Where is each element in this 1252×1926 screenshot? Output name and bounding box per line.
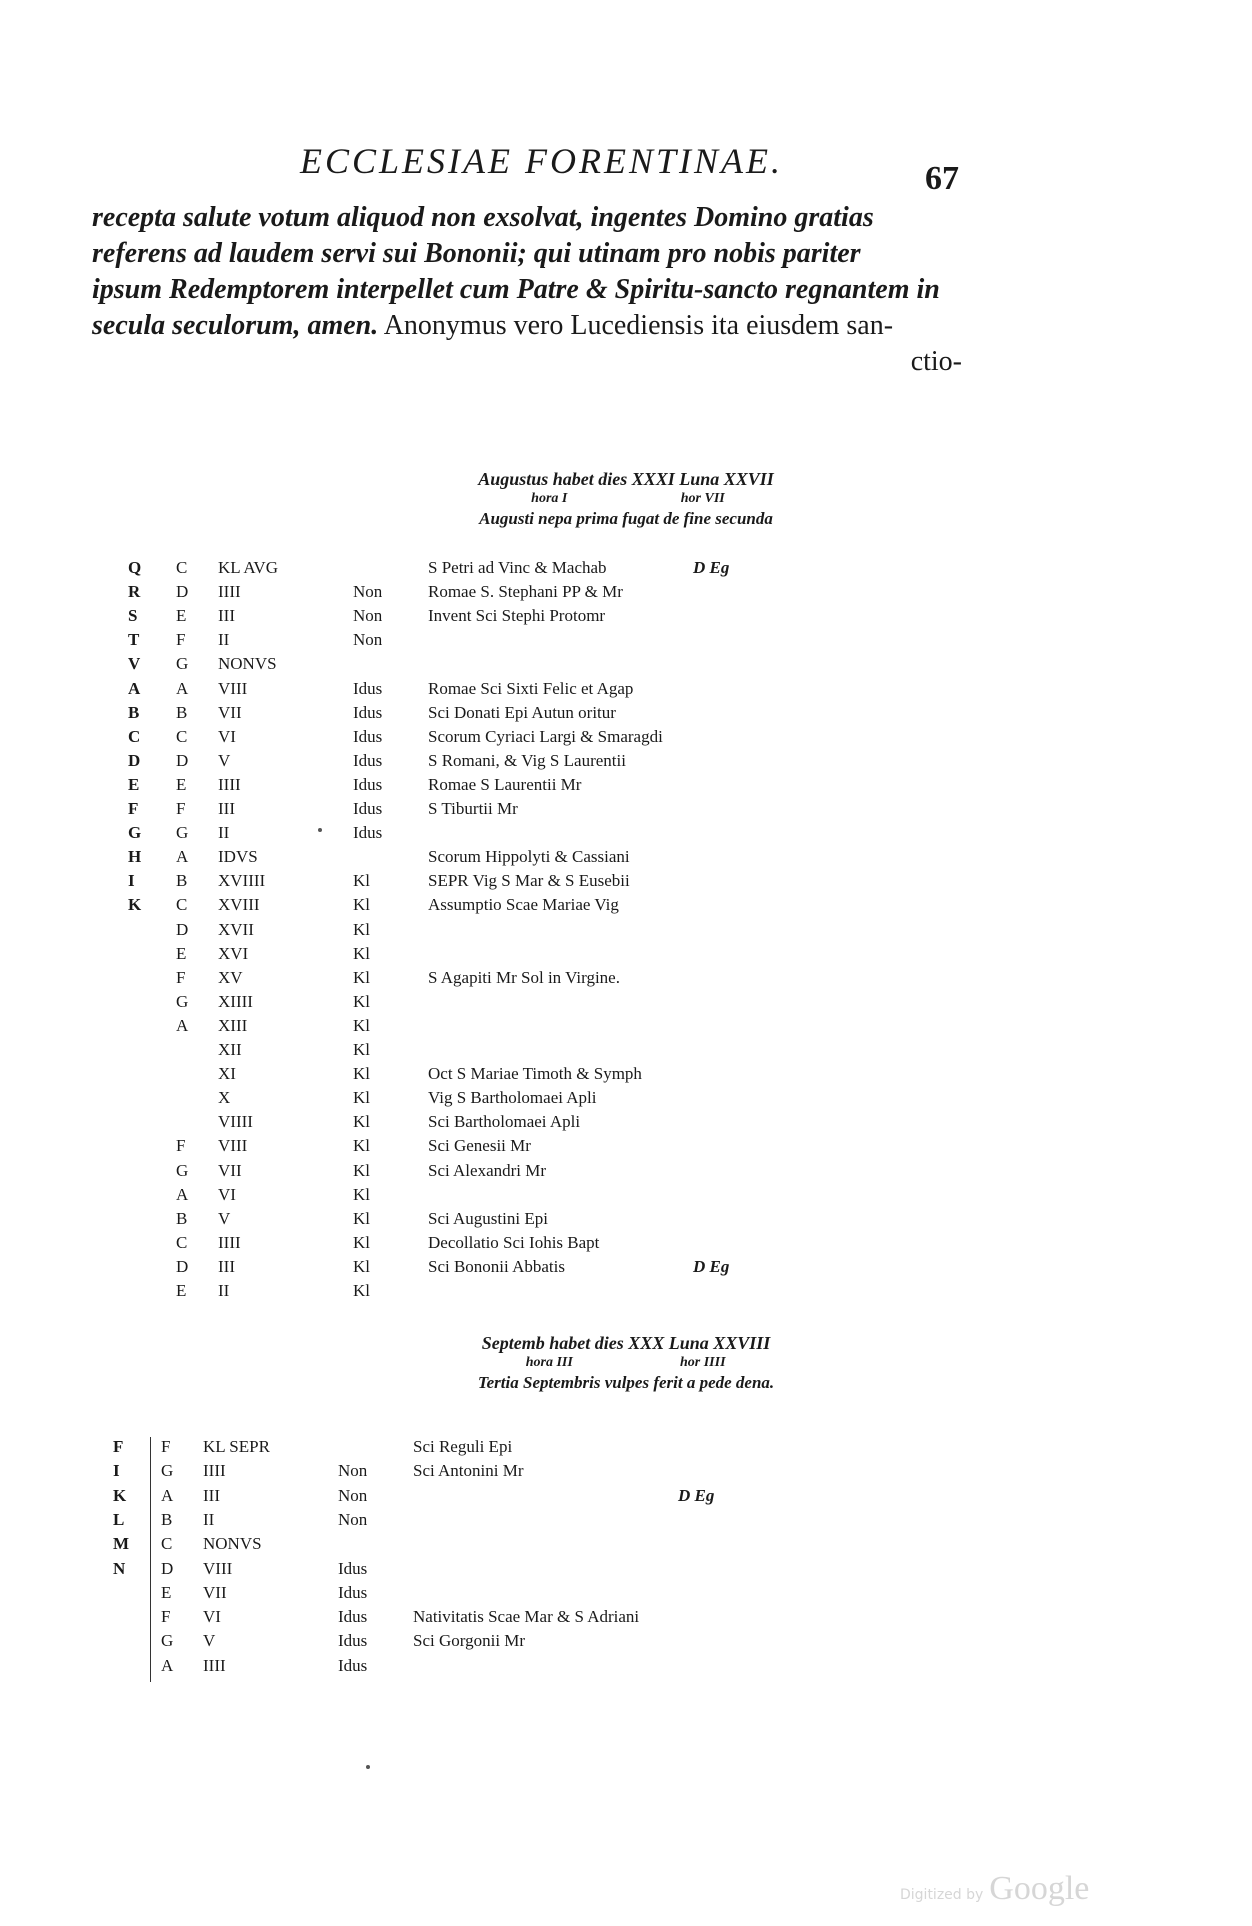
- feast-entry: Romae Sci Sixti Felic et Agap: [428, 678, 634, 698]
- running-head: ECCLESIAE FORENTINAE.: [300, 141, 783, 181]
- reckoning-term: Idus: [338, 1558, 368, 1578]
- feast-entry: S Romani, & Vig S Laurentii: [428, 750, 626, 770]
- ferial-letter: A: [161, 1485, 174, 1505]
- calendar-row: [128, 1136, 928, 1160]
- feast-entry: Oct S Mariae Timoth & Symph: [428, 1064, 642, 1084]
- roman-day-count: II: [218, 823, 230, 843]
- calendar-row: [113, 1461, 913, 1485]
- calendar-row: [128, 847, 928, 871]
- roman-day-count: VI: [203, 1607, 221, 1627]
- dominical-letter: H: [128, 847, 142, 867]
- prose-italic-fragment: secula seculorum, amen.: [92, 310, 379, 341]
- reckoning-term: Idus: [353, 823, 383, 843]
- reckoning-term: Idus: [353, 799, 383, 818]
- calendar-row: [128, 775, 928, 799]
- calendar-row: [128, 799, 928, 823]
- ferial-letter: F: [176, 1136, 186, 1156]
- calendar-row: [128, 679, 928, 703]
- calendar-row: [113, 1631, 913, 1655]
- ferial-letter: C: [161, 1534, 173, 1554]
- reckoning-term: Kl: [353, 1208, 370, 1228]
- feast-entry: Scorum Cyriaci Largi & Smaragdi: [428, 726, 663, 746]
- september-hora-left: hora III: [525, 1355, 573, 1370]
- roman-day-count: III: [218, 799, 235, 818]
- feast-entry: Romae S. Stephani PP & Mr: [428, 582, 623, 602]
- calendar-row: [128, 654, 928, 678]
- roman-day-count: V: [218, 750, 231, 770]
- ferial-letter: A: [176, 1184, 189, 1204]
- roman-day-count: IIII: [203, 1461, 226, 1481]
- september-heading: [0, 1332, 1252, 1394]
- ferial-letter: C: [176, 558, 188, 577]
- reckoning-term: Kl: [353, 1160, 370, 1180]
- ferial-letter: E: [176, 606, 187, 626]
- dominical-letter: L: [113, 1509, 125, 1529]
- calendar-row: [128, 1233, 928, 1257]
- dominical-letter: K: [113, 1485, 127, 1505]
- august-heading: [0, 468, 1252, 530]
- feast-entry: Sci Bartholomaei Apli: [428, 1112, 581, 1132]
- roman-day-count: VII: [203, 1582, 227, 1602]
- calendar-row: [128, 1185, 928, 1209]
- dominical-letter: K: [128, 895, 142, 915]
- september-epigraph: Tertia Septembris vulpes ferit a pede dena.: [477, 1373, 775, 1392]
- ferial-letter: F: [161, 1607, 171, 1627]
- roman-day-count: IIII: [218, 1232, 241, 1252]
- reckoning-term: Kl: [353, 1015, 370, 1035]
- roman-day-count: VI: [218, 1184, 236, 1204]
- reckoning-term: Non: [353, 582, 383, 602]
- feast-entry: Sci Alexandri Mr: [428, 1160, 547, 1180]
- ferial-letter: B: [176, 702, 188, 722]
- roman-day-count: V: [203, 1631, 216, 1651]
- reckoning-term: Idus: [353, 702, 383, 722]
- ferial-letter: B: [161, 1509, 173, 1529]
- dominical-letter: I: [128, 871, 135, 891]
- dominical-letter: G: [128, 823, 142, 843]
- august-epigraph: Augusti nepa prima fugat de fine secunda: [479, 509, 773, 528]
- dominical-letter: F: [113, 1437, 124, 1456]
- ferial-letter: G: [176, 654, 189, 674]
- ferial-letter: D: [176, 750, 189, 770]
- dominical-letter: D: [128, 750, 141, 770]
- roman-day-count: VII: [218, 702, 242, 722]
- ferial-letter: F: [161, 1437, 171, 1456]
- reckoning-term: Idus: [353, 774, 383, 794]
- reckoning-term: Non: [338, 1509, 368, 1529]
- feast-entry: Scorum Hippolyti & Cassiani: [428, 847, 630, 867]
- ink-speck: [318, 828, 322, 832]
- dominical-letter: C: [128, 726, 141, 746]
- calendar-row: [128, 1016, 928, 1040]
- ferial-letter: F: [176, 967, 186, 987]
- reckoning-term: Idus: [338, 1655, 368, 1675]
- reckoning-term: Kl: [353, 1256, 370, 1276]
- ferial-letter: G: [161, 1461, 174, 1481]
- reckoning-term: Idus: [353, 678, 383, 698]
- dies-aegyptiacus: D Eg: [693, 558, 730, 577]
- calendar-row: [128, 1281, 928, 1305]
- prose-line: ipsum Redemptorem interpellet cum Patre & Spiritu-sancto regnantem in: [92, 274, 940, 305]
- ferial-letter: E: [176, 774, 187, 794]
- ferial-letter: G: [161, 1631, 174, 1651]
- roman-day-count: KL AVG: [218, 558, 278, 577]
- calendar-row: [128, 1161, 928, 1185]
- ink-speck: [366, 1765, 370, 1769]
- reckoning-term: Kl: [353, 991, 370, 1011]
- ferial-letter: A: [176, 1015, 189, 1035]
- roman-day-count: XII: [218, 1040, 242, 1059]
- ferial-letter: D: [176, 1256, 189, 1276]
- feast-entry: Sci Genesii Mr: [428, 1136, 531, 1156]
- reckoning-term: Kl: [353, 1040, 370, 1059]
- feast-entry: S Agapiti Mr Sol in Virgine.: [428, 967, 620, 987]
- google-logo: Google: [989, 1870, 1090, 1907]
- roman-day-count: IIII: [218, 774, 241, 794]
- digitized-watermark: [900, 1870, 1089, 1908]
- roman-day-count: III: [218, 606, 235, 626]
- calendar-row: [128, 630, 928, 654]
- roman-day-count: II: [218, 1281, 230, 1300]
- page-number: 67: [925, 160, 959, 197]
- ferial-letter: F: [176, 799, 186, 818]
- calendar-row: [128, 823, 928, 847]
- calendar-row: [128, 992, 928, 1016]
- reckoning-term: Kl: [353, 871, 370, 891]
- roman-day-count: XV: [218, 967, 243, 987]
- feast-entry: SEPR Vig S Mar & S Eusebii: [428, 871, 630, 891]
- ferial-letter: D: [161, 1558, 174, 1578]
- prose-line: [92, 308, 1012, 344]
- reckoning-term: Idus: [338, 1631, 368, 1651]
- calendar-row: [128, 751, 928, 775]
- roman-day-count: III: [218, 1256, 235, 1276]
- roman-day-count: NONVS: [218, 654, 277, 674]
- roman-day-count: XIIII: [218, 991, 253, 1011]
- dominical-letter: V: [128, 654, 141, 674]
- dominical-letter: F: [128, 799, 139, 818]
- calendar-row: [128, 1112, 928, 1136]
- september-hora-right: hor IIII: [679, 1355, 726, 1370]
- feast-entry: Sci Bononii Abbatis: [428, 1256, 565, 1276]
- ferial-letter: A: [176, 847, 189, 867]
- roman-day-count: NONVS: [203, 1534, 262, 1554]
- feast-entry: Invent Sci Stephi Protomr: [428, 606, 606, 626]
- september-title: Septemb habet dies XXX Luna XXVIII: [481, 1333, 771, 1353]
- calendar-row: [128, 968, 928, 992]
- reckoning-term: Non: [353, 630, 383, 650]
- calendar-row: [128, 871, 928, 895]
- reckoning-term: Idus: [353, 750, 383, 770]
- prose-paragraph: [92, 200, 1012, 380]
- prose-line: referens ad laudem servi sui Bononii; qui utinam pro nobis pariter: [92, 238, 861, 269]
- ferial-letter: D: [176, 582, 189, 602]
- feast-entry: Nativitatis Scae Mar & S Adriani: [413, 1607, 640, 1627]
- feast-entry: Sci Augustini Epi: [428, 1208, 548, 1228]
- prose-catchword: ctio-: [910, 346, 962, 377]
- feast-entry: S Tiburtii Mr: [428, 799, 518, 818]
- roman-day-count: XVI: [218, 943, 249, 963]
- calendar-row: [128, 1064, 928, 1088]
- feast-entry: Sci Donati Epi Autun oritur: [428, 702, 616, 722]
- feast-entry: Assumptio Scae Mariae Vig: [428, 895, 619, 915]
- prose-line: recepta salute votum aliquod non exsolvat, ingentes Domino gratias: [92, 202, 874, 233]
- column-rule: [150, 1437, 151, 1682]
- reckoning-term: Kl: [353, 943, 370, 963]
- roman-day-count: VIIII: [218, 1112, 253, 1132]
- reckoning-term: Kl: [353, 1232, 370, 1252]
- dominical-letter: E: [128, 774, 140, 794]
- roman-day-count: VII: [218, 1160, 242, 1180]
- calendar-row: [128, 1209, 928, 1233]
- ferial-letter: C: [176, 1232, 188, 1252]
- reckoning-term: Kl: [353, 967, 370, 987]
- reckoning-term: Kl: [353, 919, 370, 939]
- ferial-letter: F: [176, 630, 186, 650]
- roman-day-count: IIII: [203, 1655, 226, 1675]
- ferial-letter: G: [176, 823, 189, 843]
- roman-day-count: II: [203, 1509, 215, 1529]
- calendar-row: [128, 727, 928, 751]
- dominical-letter: Q: [128, 558, 142, 577]
- roman-day-count: V: [218, 1208, 231, 1228]
- roman-day-count: X: [218, 1088, 231, 1108]
- reckoning-term: Idus: [338, 1582, 368, 1602]
- dies-aegyptiacus: D Eg: [693, 1256, 730, 1276]
- reckoning-term: Non: [338, 1485, 368, 1505]
- reckoning-term: Kl: [353, 1088, 370, 1108]
- ferial-letter: A: [176, 678, 189, 698]
- reckoning-term: Kl: [353, 1136, 370, 1156]
- calendar-row: [113, 1486, 913, 1510]
- august-hora-left: hora I: [531, 491, 568, 506]
- feast-entry: Sci Gorgonii Mr: [413, 1631, 526, 1651]
- ferial-letter: E: [161, 1582, 172, 1602]
- september-hours: [0, 1354, 1252, 1372]
- calendar-row: [113, 1656, 913, 1680]
- roman-day-count: IIII: [218, 582, 241, 602]
- feast-entry: Vig S Bartholomaei Apli: [428, 1088, 597, 1108]
- prose-roman-fragment: Anonymus vero Lucediensis ita eiusdem san-: [383, 310, 894, 341]
- dominical-letter: S: [128, 606, 138, 626]
- calendar-row: [128, 920, 928, 944]
- roman-day-count: VIII: [218, 678, 248, 698]
- dominical-letter: A: [128, 678, 141, 698]
- ferial-letter: G: [176, 1160, 189, 1180]
- calendar-row: [128, 1088, 928, 1112]
- ferial-letter: B: [176, 871, 188, 891]
- reckoning-term: Idus: [353, 726, 383, 746]
- ferial-letter: C: [176, 895, 188, 915]
- calendar-row: [113, 1534, 913, 1558]
- august-hours: [0, 490, 1252, 508]
- ferial-letter: D: [176, 919, 189, 939]
- ferial-letter: B: [176, 1208, 188, 1228]
- reckoning-term: Kl: [353, 1112, 370, 1132]
- calendar-row: [128, 895, 928, 919]
- calendar-row: [113, 1559, 913, 1583]
- calendar-row: [128, 558, 928, 582]
- calendar-row: [113, 1607, 913, 1631]
- august-title: Augustus habet dies XXXI Luna XXVII: [478, 469, 774, 489]
- reckoning-term: Non: [353, 606, 383, 626]
- reckoning-term: Non: [338, 1461, 368, 1481]
- august-hora-right: hor VII: [680, 491, 725, 506]
- roman-day-count: VIII: [218, 1136, 248, 1156]
- feast-entry: Romae S Laurentii Mr: [428, 774, 582, 794]
- watermark-prefix: Digitized by: [900, 1887, 984, 1903]
- feast-entry: Sci Antonini Mr: [413, 1461, 524, 1481]
- ferial-letter: A: [161, 1655, 174, 1675]
- calendar-row: [128, 606, 928, 630]
- dies-aegyptiacus: D Eg: [678, 1485, 715, 1505]
- roman-day-count: VI: [218, 726, 236, 746]
- feast-entry: Sci Reguli Epi: [413, 1437, 513, 1456]
- roman-day-count: XVII: [218, 919, 254, 939]
- dominical-letter: R: [128, 582, 141, 602]
- reckoning-term: Kl: [353, 895, 370, 915]
- roman-day-count: XVIII: [218, 895, 260, 915]
- roman-day-count: VIII: [203, 1558, 233, 1578]
- reckoning-term: Idus: [338, 1607, 368, 1627]
- dominical-letter: B: [128, 702, 140, 722]
- calendar-row: [128, 703, 928, 727]
- feast-entry: Decollatio Sci Iohis Bapt: [428, 1232, 600, 1252]
- roman-day-count: III: [203, 1485, 220, 1505]
- dominical-letter: N: [113, 1558, 126, 1578]
- dominical-letter: I: [113, 1461, 120, 1481]
- roman-day-count: XI: [218, 1064, 236, 1084]
- calendar-row: [128, 1257, 928, 1281]
- reckoning-term: Kl: [353, 1281, 370, 1300]
- calendar-row: [113, 1510, 913, 1534]
- dominical-letter: M: [113, 1534, 130, 1554]
- ferial-letter: E: [176, 1281, 187, 1300]
- feast-entry: S Petri ad Vinc & Machab: [428, 558, 607, 577]
- roman-day-count: II: [218, 630, 230, 650]
- reckoning-term: Kl: [353, 1184, 370, 1204]
- ferial-letter: E: [176, 943, 187, 963]
- calendar-row: [113, 1437, 913, 1461]
- ferial-letter: G: [176, 991, 189, 1011]
- dominical-letter: T: [128, 630, 140, 650]
- calendar-row: [128, 944, 928, 968]
- calendar-row: [113, 1583, 913, 1607]
- roman-day-count: KL SEPR: [203, 1437, 270, 1456]
- calendar-row: [128, 582, 928, 606]
- ferial-letter: C: [176, 726, 188, 746]
- reckoning-term: Kl: [353, 1064, 370, 1084]
- roman-day-count: XVIIII: [218, 871, 266, 891]
- roman-day-count: IDVS: [218, 847, 258, 867]
- roman-day-count: XIII: [218, 1015, 248, 1035]
- calendar-row: [128, 1040, 928, 1064]
